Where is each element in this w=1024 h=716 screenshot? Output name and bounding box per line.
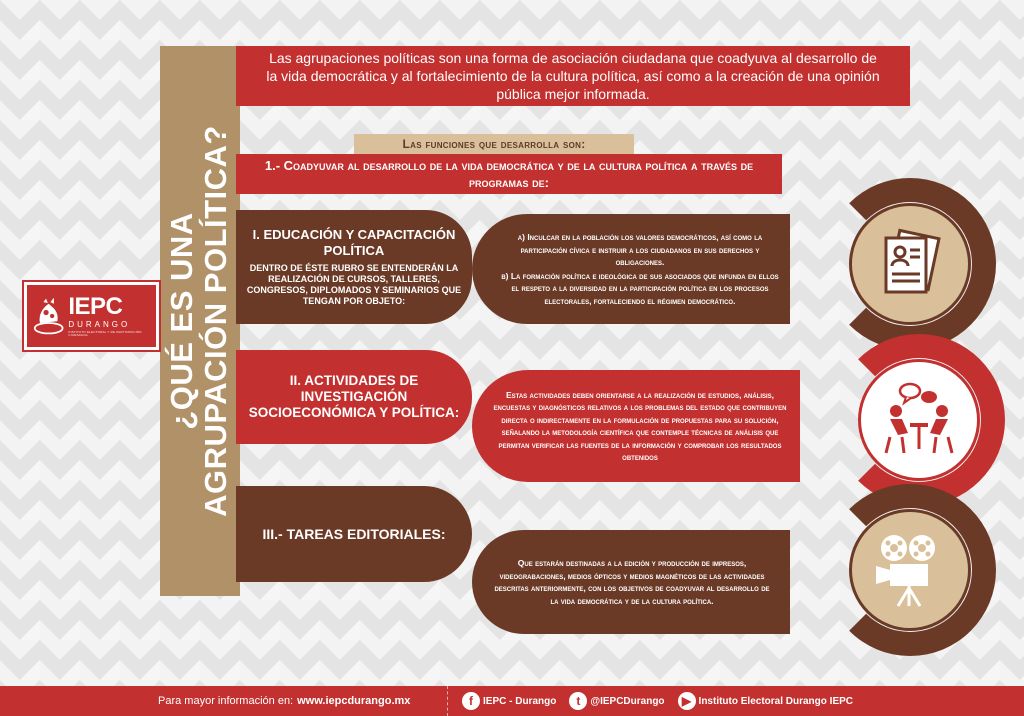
film-camera-icon xyxy=(868,528,952,612)
category-education-desc: DENTRO DE ÉSTE RUBRO SE ENTENDERÁN LA REALIZACIÓN DE CURSOS, TALLERES, CONGRESOS, DIPLOMADOS Y SEMINARIOS QUE TENGAN POR OBJETO: xyxy=(246,263,462,306)
logo-subtitle: DURANGO xyxy=(68,320,131,329)
twitter-icon[interactable]: t xyxy=(569,692,587,710)
documents-icon-badge xyxy=(849,203,971,325)
twitter-link[interactable]: @IEPCDurango xyxy=(590,695,665,707)
footer-info-block xyxy=(158,686,410,716)
description-education xyxy=(472,214,790,324)
meeting-icon xyxy=(876,377,962,463)
category-research-title: II. ACTIVIDADES DE INVESTIGACIÓN SOCIOECONÓMICA Y POLÍTICA: xyxy=(248,373,460,420)
documents-icon xyxy=(870,224,950,304)
footer-info-text: Para mayor información en: xyxy=(158,695,294,707)
function-item-1: 1.- Coadyuvar al desarrollo de la vida democrática y de la cultura política a través de programas de: xyxy=(236,154,782,194)
description-education-b: b) La formación política e ideológica de sus asociados que infunda en ellos el respeto a la diversidad en la participación política en los procesos electorales, fortaleciendo el régimen democrático. xyxy=(501,270,779,306)
description-editorial xyxy=(472,530,790,634)
functions-header: Las funciones que desarrolla son: xyxy=(354,134,634,154)
logo-tagline: INSTITUTO ELECTORAL Y DE PARTICIPACIÓN CIUDADANA xyxy=(68,330,142,337)
iepc-logo xyxy=(24,282,159,350)
description-education-a: a) Inculcar en la población los valores democráticos, así como la participación cívica e instruir a los ciudadanos en sus derechos y obligaciones. xyxy=(517,232,763,267)
category-education-title: I. EDUCACIÓN Y CAPACITACIÓN POLÍTICA xyxy=(252,227,456,258)
category-research xyxy=(236,350,472,444)
intro-text: Las agrupaciones políticas son una forma de asociación ciudadana que coadyuva al desarrollo de la vida democrática y al fortalecimiento de la cultura política, así como a la creación de una opinión pública mejor informada. xyxy=(266,50,880,102)
page-title-line-1: ¿QUÉ ES UNA xyxy=(164,212,199,430)
description-research xyxy=(472,370,800,482)
website-link[interactable]: www.iepcdurango.mx xyxy=(297,695,411,707)
facebook-icon[interactable]: f xyxy=(462,692,480,710)
description-research-text: Estas actividades deben orientarse a la realización de estudios, análisis, encuestas y diagnósticos relativos a los problemas del estado que contribuyen directa o indirectamente en la formulación de propuestas para su solución, señalando la metodología científica que contemple técnicas de análisis que permitan verificar las fuentes de la información y comprobar los resultados obtenidos xyxy=(493,389,787,462)
meeting-icon-badge xyxy=(858,359,980,481)
social-links xyxy=(462,686,863,716)
footer xyxy=(0,686,1024,716)
category-education xyxy=(236,210,472,324)
category-editorial xyxy=(236,486,472,582)
page-title-line-2: AGRUPACIÓN POLÍTICA? xyxy=(198,125,233,517)
emblem-icon xyxy=(33,294,64,338)
film-camera-icon-badge xyxy=(849,509,971,631)
facebook-link[interactable]: IEPC - Durango xyxy=(483,695,557,707)
logo-name: IEPC xyxy=(68,293,123,320)
youtube-icon[interactable]: ▶ xyxy=(678,692,696,710)
intro-banner xyxy=(236,46,910,106)
description-editorial-text: Que estarán destinadas a la edición y producción de impresos, videograbaciones, medios ópticos y medios magnéticos de las actividades descritas anteriormente, con los objetivos de coadyuvar al desarrollo de la vida democrática y de la cultura política. xyxy=(494,558,770,606)
category-editorial-title: III.- TAREAS EDITORIALES: xyxy=(262,526,446,542)
page-title xyxy=(165,46,235,596)
footer-divider xyxy=(447,686,448,716)
youtube-link[interactable]: Instituto Electoral Durango IEPC xyxy=(698,695,854,707)
